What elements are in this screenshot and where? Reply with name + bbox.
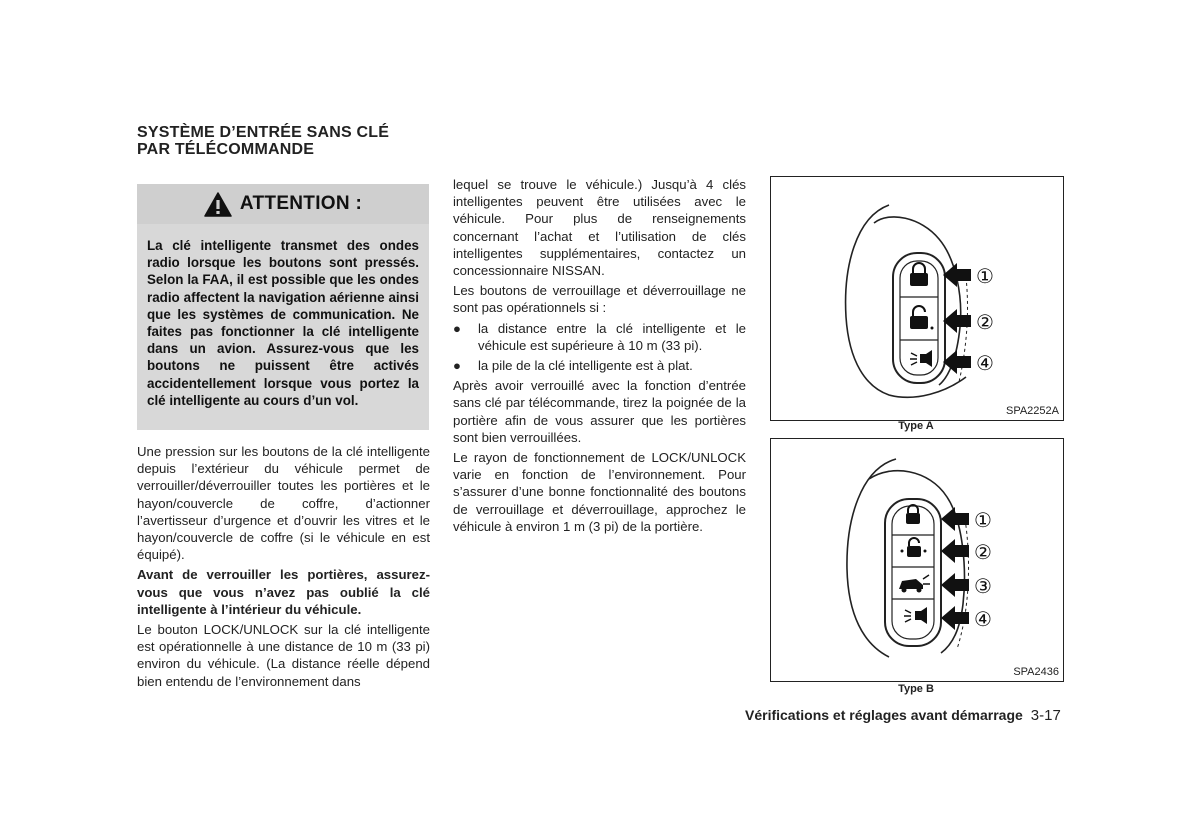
figure-type-b — [770, 438, 1064, 682]
footer-section-title: Vérifications et réglages avant démarrage — [745, 707, 1023, 723]
callout-label: ④ — [974, 607, 992, 631]
callout-label: ④ — [976, 351, 994, 375]
figure-caption: Type B — [898, 683, 934, 695]
arrow-icon — [941, 539, 969, 563]
paragraph: lequel se trouve le véhicule.) Jusqu’à 4 clés intelligentes peuvent être utilisées avec le véhicule. Pour plus de renseignements concernant l’achat et l’utilisation de clés intelligentes supplémentaires, contactez un concessionnaire NISSAN. — [453, 177, 746, 279]
figure-caption: Type A — [898, 420, 934, 432]
warning-header — [137, 184, 429, 224]
figure-code: SPA2252A — [1005, 405, 1059, 417]
callout-label: ② — [974, 540, 992, 564]
bullet-item — [453, 357, 746, 374]
section-title — [137, 124, 389, 158]
warning-triangle-icon — [204, 192, 232, 217]
paragraph: Le bouton LOCK/UNLOCK sur la clé intelligente est opérationnelle à une distance de 10 m (33 pi) environ du véhicule. (La distance réelle dépend bien entendu de l’environnement dans — [137, 622, 430, 689]
trunk-icon — [899, 575, 930, 593]
column-2 — [453, 176, 746, 538]
section-title-line-1: SYSTÈME D’ENTRÉE SANS CLÉ — [137, 124, 390, 141]
figure-type-a — [770, 176, 1064, 421]
bold-paragraph: Avant de verrouiller les portières, assurez-vous que vous n’avez pas oublié la clé intelligente à l’intérieur du véhicule. — [137, 567, 430, 617]
callout-label: ① — [976, 264, 994, 288]
arrow-icon — [941, 606, 969, 630]
page-footer — [745, 707, 1063, 724]
unlock-icon — [901, 538, 927, 557]
section-title-line-2: PAR TÉLÉCOMMANDE — [137, 141, 315, 158]
paragraph: Après avoir verrouillé avec la fonction d’entrée sans clé par télécommande, tirez la poignée de la portière afin de vous assurer que les portières sont bien verrouillées. — [453, 378, 746, 445]
figure-code: SPA2436 — [1013, 666, 1059, 678]
lock-icon — [910, 263, 928, 286]
arrow-icon — [941, 507, 969, 531]
page-number: 3-17 — [1030, 707, 1061, 724]
paragraph: Une pression sur les boutons de la clé intelligente depuis l’extérieur du véhicule permet de verrouiller/déverrouiller toutes les portières et le hayon/couvercle de coffre, d’actionner l’avertisseur d’urgence et d’ouvrir les vitres et le hayon/couvercle de coffre (si le véhicule en est équipé). — [137, 444, 430, 563]
bullet-icon: ● — [453, 358, 461, 374]
warning-title: ATTENTION : — [239, 193, 363, 214]
arrow-icon — [943, 309, 971, 333]
warning-box — [137, 184, 429, 430]
bullet-text: la pile de la clé intelligente est à plat. — [478, 358, 693, 374]
arrow-icon — [943, 350, 971, 374]
bullet-text: la distance entre la clé intelligente et le véhicule est supérieure à 10 m (33 pi). — [478, 320, 746, 353]
warning-text: La clé intelligente transmet des ondes radio lorsque les boutons sont pressés. Selon la FAA, il est possible que les ondes radio affectent la navigation aérienne ainsi que les systèmes de communication. Ne faites pas fonctionner la clé intelligente dans un avion. Assurez-vous que les boutons ne puissent être activés accidentellement lorsque vous portez la clé intelligente au cours d’un vol. — [147, 238, 419, 408]
callout-label: ② — [976, 310, 994, 334]
key-fob-a-illustration — [771, 177, 1063, 420]
unlock-icon — [910, 306, 934, 330]
bullet-icon: ● — [453, 320, 461, 336]
callout-label: ① — [974, 508, 992, 532]
paragraph: Le rayon de fonctionnement de LOCK/UNLOCK varie en fonction de l’environnement. Pour s’assurer d’une bonne fonctionnalité des boutons de verrouillage et déverrouillage, approchez le véhicule à environ 1 m (3 pi) de la portière. — [453, 450, 746, 534]
paragraph: Les boutons de verrouillage et déverrouillage ne sont pas opérationnels si : — [453, 283, 746, 316]
column-1 — [137, 443, 430, 693]
panic-alarm-icon — [910, 350, 932, 367]
bullet-item — [453, 320, 746, 354]
callout-label: ③ — [974, 574, 992, 598]
lock-icon — [906, 505, 920, 524]
panic-alarm-icon — [904, 607, 927, 624]
key-fob-b-illustration — [771, 439, 1063, 681]
